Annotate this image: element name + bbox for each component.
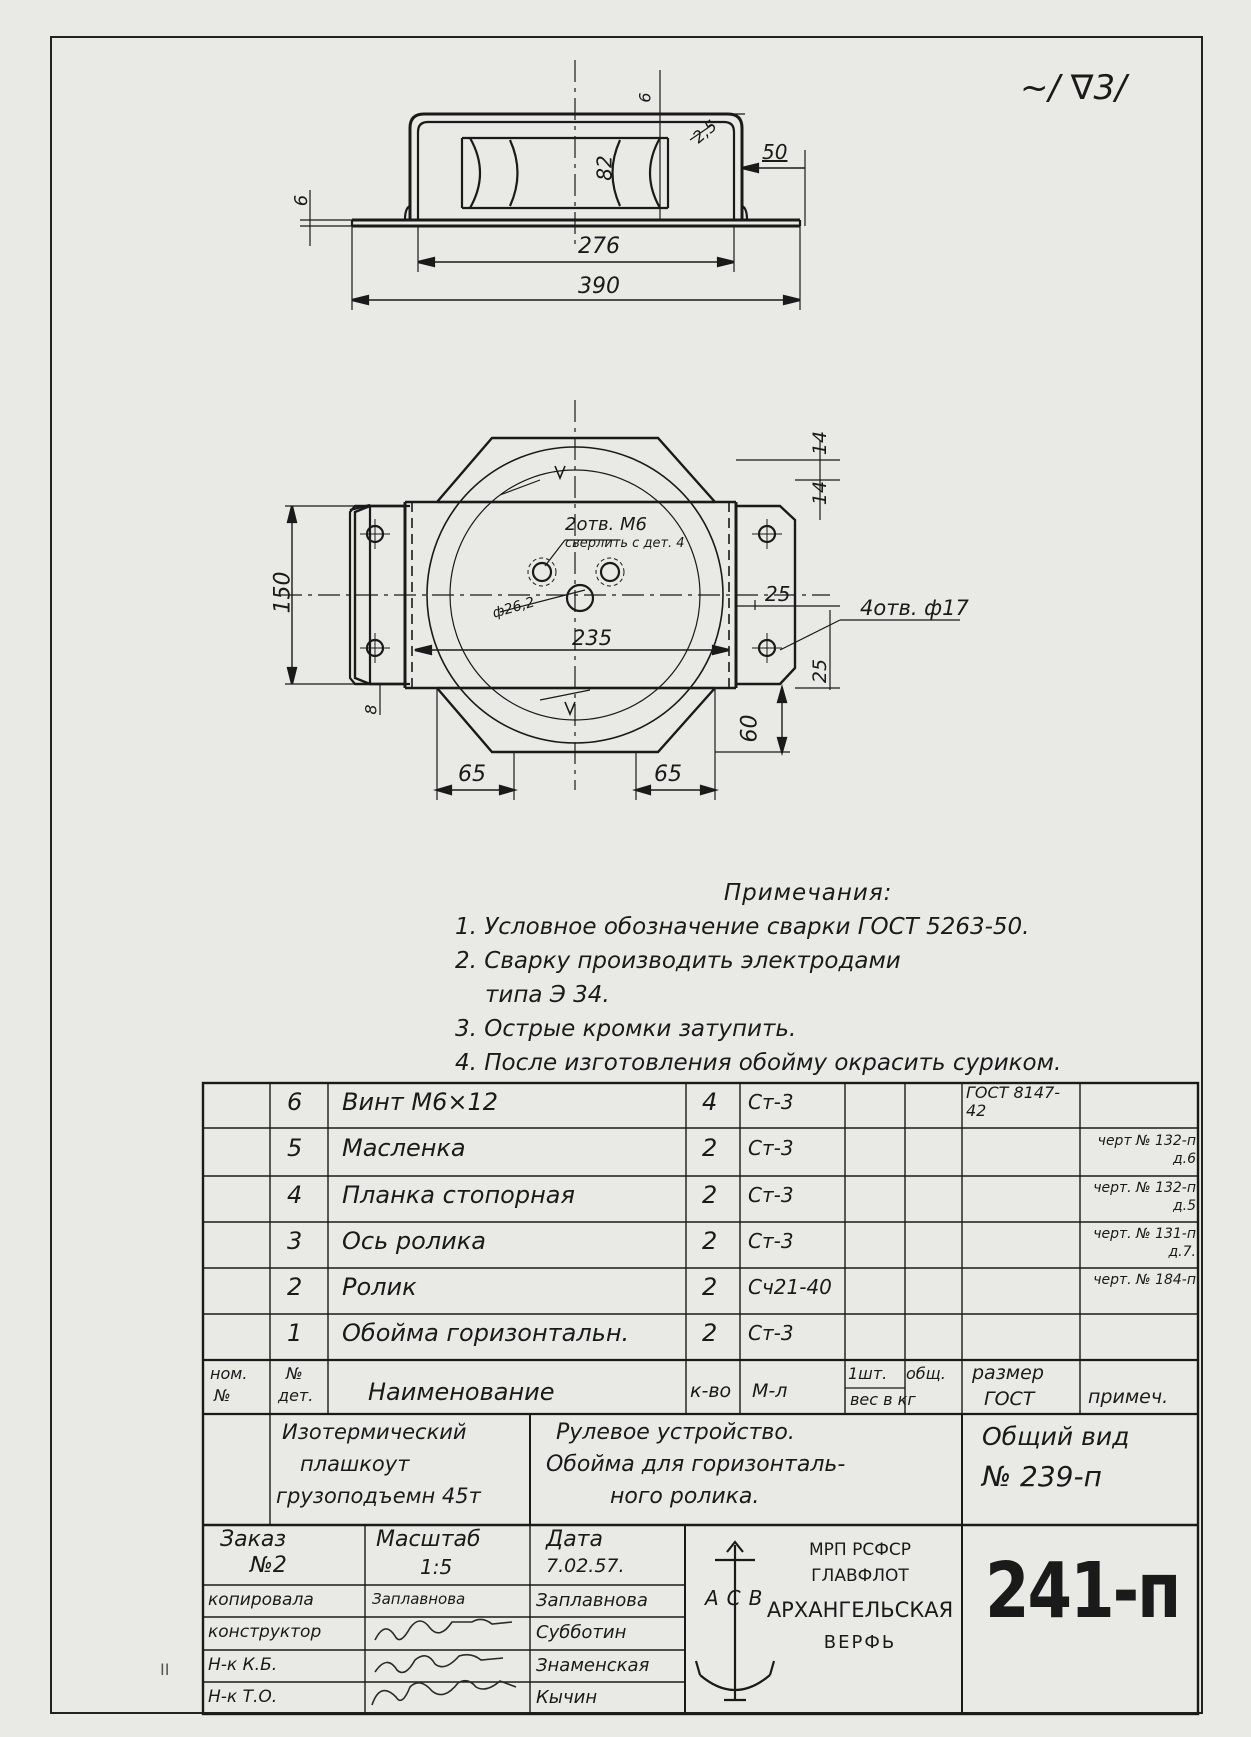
dim-150: 150	[270, 571, 296, 614]
header-size-2: ГОСТ	[984, 1388, 1035, 1410]
dim-25-v: 25	[809, 658, 832, 684]
note-4: 4. После изготовления обойму окрасить суриком.	[455, 1050, 1062, 1076]
part-material: Ст-3	[748, 1229, 794, 1253]
org-line-2: ГЛАВФЛОТ	[811, 1566, 909, 1586]
dim-235: 235	[572, 626, 613, 650]
roughness-mark: ~/ ∇3/	[1020, 68, 1127, 108]
part-name: Ролик	[342, 1273, 417, 1301]
dim-6-left: 6	[291, 194, 313, 207]
title-line-1: Рулевое устройство.	[556, 1420, 795, 1445]
note-1: 1. Условное обозначение сварки ГОСТ 5263-50.	[455, 914, 1030, 940]
note-2: 2. Сварку производить электродами	[455, 948, 901, 974]
part-number: 5	[287, 1134, 303, 1162]
header-det-1: №	[286, 1364, 303, 1383]
part-remark: черт № 132-п д.6	[1097, 1133, 1196, 1167]
part-name: Планка стопорная	[342, 1181, 575, 1209]
date-label: Дата	[546, 1527, 603, 1552]
document-number: 241-п	[985, 1547, 1180, 1637]
part-quantity: 4	[702, 1088, 718, 1116]
callout-holes-m6: 2отв. М6	[565, 514, 647, 535]
signature-constructor	[375, 1619, 512, 1640]
header-weight-total: общ.	[906, 1364, 946, 1383]
callout-diameter: ф26,2	[490, 594, 537, 622]
signature-nk-kb	[375, 1655, 503, 1673]
signature-nk-to	[372, 1681, 516, 1705]
org-line-1: МРП РСФСР	[809, 1540, 911, 1560]
org-line-3: АРХАНГЕЛЬСКАЯ	[766, 1598, 954, 1622]
approval-name: Кычин	[536, 1687, 598, 1708]
dim-276: 276	[578, 234, 620, 259]
part-name: Винт М6×12	[342, 1088, 498, 1116]
scale-value: 1:5	[420, 1555, 453, 1579]
header-weight-1: 1шт.	[848, 1364, 888, 1383]
org-line-4: ВЕРФЬ	[823, 1632, 897, 1653]
order-number: №2	[250, 1553, 287, 1578]
general-view-number: № 239-п	[982, 1460, 1102, 1493]
part-name: Ось ролика	[342, 1227, 486, 1255]
part-quantity: 2	[702, 1134, 718, 1162]
dim-6-top: 6	[635, 92, 655, 103]
vessel-line-2: плашкоут	[300, 1452, 410, 1476]
header-nom-2: №	[214, 1386, 231, 1405]
dim-60: 60	[737, 714, 763, 743]
part-material: Сч21-40	[748, 1275, 832, 1299]
header-remark: примеч.	[1088, 1386, 1169, 1408]
vessel-line-3: грузоподъемн 45т	[276, 1484, 481, 1508]
order-label: Заказ	[220, 1527, 287, 1552]
dim-390: 390	[578, 274, 620, 299]
part-name: Масленка	[342, 1134, 466, 1162]
approval-name: Заплавнова	[536, 1590, 648, 1611]
general-view-label: Общий вид	[982, 1422, 1130, 1451]
approval-name: Знаменская	[536, 1655, 650, 1676]
date-value: 7.02.57.	[546, 1555, 625, 1577]
part-number: 6	[287, 1088, 303, 1116]
margin-mark: II	[160, 1660, 170, 1679]
approval-role: Н-к К.Б.	[208, 1655, 278, 1675]
notes-heading: Примечания:	[723, 880, 893, 906]
note-3: 3. Острые кромки затупить.	[455, 1016, 797, 1042]
logo-letters: АСВ	[705, 1586, 771, 1610]
part-remark: черт. № 131-п д.7.	[1093, 1226, 1196, 1260]
header-mat: М-л	[752, 1380, 788, 1402]
part-material: Ст-3	[748, 1321, 794, 1345]
dim-50: 50	[762, 140, 788, 164]
scale-label: Масштаб	[376, 1527, 481, 1552]
dim-14-a: 14	[809, 430, 832, 456]
title-line-3: ного ролика.	[610, 1484, 760, 1509]
header-det-2: дет.	[278, 1386, 314, 1405]
title-line-2: Обойма для горизонталь-	[546, 1452, 846, 1477]
header-nom-1: ном.	[210, 1364, 248, 1383]
dim-65-right: 65	[654, 762, 682, 787]
dim-8: 8	[361, 704, 381, 715]
part-number: 1	[287, 1319, 303, 1347]
approval-role: Н-к Т.О.	[208, 1687, 278, 1707]
part-remark: черт. № 184-п	[1093, 1272, 1196, 1288]
dim-65-left: 65	[458, 762, 486, 787]
dim-2-5: 2,5	[688, 116, 721, 147]
part-name: Обойма горизонтальн.	[342, 1319, 630, 1347]
note-2-cont: типа Э 34.	[485, 982, 610, 1008]
approval-role: копировала	[208, 1590, 314, 1610]
part-quantity: 2	[702, 1319, 718, 1347]
header-name: Наименование	[368, 1378, 555, 1406]
dim-25-h: 25	[765, 582, 791, 606]
header-qty: к-во	[690, 1380, 732, 1402]
header-weight: вес в кг	[850, 1390, 916, 1409]
vessel-line-1: Изотермический	[282, 1420, 467, 1444]
dim-82: 82	[592, 155, 617, 181]
part-quantity: 2	[702, 1181, 718, 1209]
header-size-1: размер	[972, 1362, 1044, 1384]
dim-14-b: 14	[809, 480, 832, 506]
part-size-standard: ГОСТ 8147-42	[966, 1083, 1061, 1120]
part-material: Ст-3	[748, 1136, 794, 1160]
approval-role: конструктор	[208, 1622, 322, 1642]
part-number: 2	[287, 1273, 303, 1301]
part-material: Ст-3	[748, 1183, 794, 1207]
part-remark: черт. № 132-п д.5	[1093, 1180, 1196, 1214]
part-quantity: 2	[702, 1273, 718, 1301]
part-number: 4	[287, 1181, 303, 1209]
part-number: 3	[287, 1227, 303, 1255]
approval-name: Субботин	[536, 1622, 627, 1643]
approval-signature: Заплавнова	[372, 1590, 466, 1608]
callout-holes-m6-note: сверлить с дет. 4	[565, 536, 685, 551]
part-material: Ст-3	[748, 1090, 794, 1114]
part-quantity: 2	[702, 1227, 718, 1255]
callout-holes-17: 4отв. ф17	[860, 596, 969, 620]
